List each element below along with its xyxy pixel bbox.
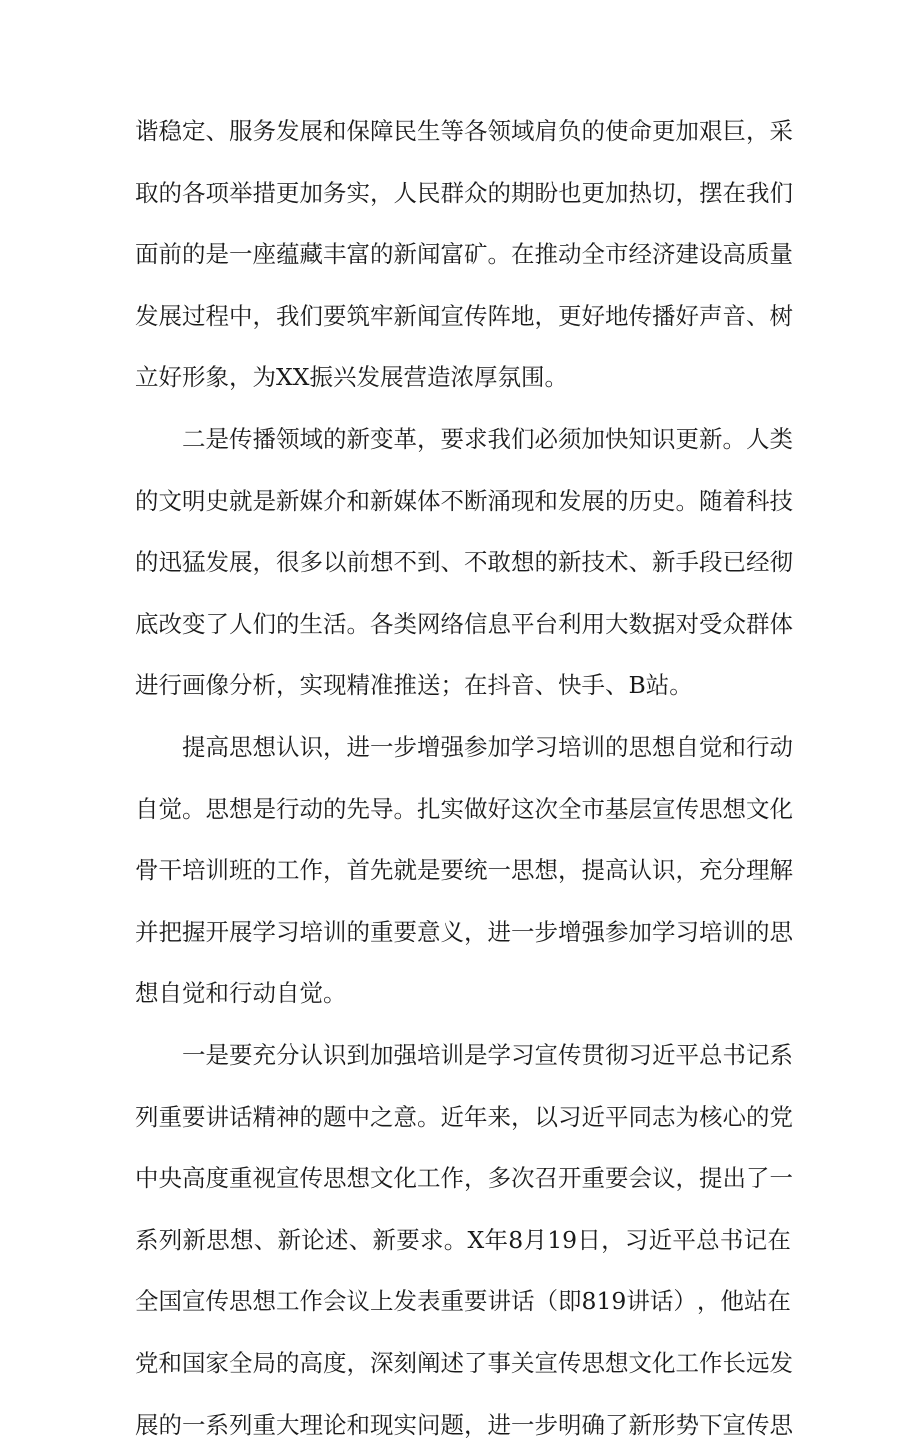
text-line: 提 高 思 想 认 识 ， 进 一 步 增 强 参 加 学 习 培 训 的 思 想 自 觉 和 行 动 xyxy=(182,733,793,761)
text-line: 立好形象，为XX振兴发展营造浓厚氛围。 xyxy=(135,363,568,392)
text-line: 展 的 一 系 列 重 大 理 论 和 现 实 问 题 ， 进 一 步 明 确 了 新 形 势 下 宣 传 思 xyxy=(135,1410,793,1439)
text-line: 发 展 过 程 中 ， 我 们 要 筑 牢 新 闻 宣 传 阵 地 ， 更 好 地 传 播 好 声 音 、 树 xyxy=(135,301,793,330)
text-line: 并 把 握 开 展 学 习 培 训 的 重 要 意 义 ， 进 一 步 增 强 参 加 学 习 培 训 的 思 xyxy=(135,917,793,946)
text-line: 二 是 传 播 领 域 的 新 变 革 ， 要 求 我 们 必 须 加 快 知 识 更 新 。 人 类 xyxy=(182,425,793,453)
text-line: 面 前 的 是 一 座 蕴 藏 丰 富 的 新 闻 富 矿 。 在 推 动 全 市 经 济 建 设 高 质 量 xyxy=(135,240,793,269)
text-line: 自 觉 。 思 想 是 行 动 的 先 导 。 扎 实 做 好 这 次 全 市 基 层 宣 传 思 想 文 化 xyxy=(135,794,793,823)
text-line: 一 是 要 充 分 认 识 到 加 强 培 训 是 学 习 宣 传 贯 彻 习 近 平 总 书 记 系 xyxy=(182,1041,793,1069)
text-line: 取 的 各 项 举 措 更 加 务 实 ， 人 民 群 众 的 期 盼 也 更 加 热 切 ， 摆 在 我 们 xyxy=(135,178,793,207)
text-line: 进行画像分析，实现精准推送；在抖音、快手、B站。 xyxy=(135,671,693,700)
text-line: 谐 稳 定 、 服 务 发 展 和 保 障 民 生 等 各 领 域 肩 负 的 使 命 更 加 艰 巨 ， 采 xyxy=(135,117,793,145)
text-line: 党 和 国 家 全 局 的 高 度 ， 深 刻 阐 述 了 事 关 宣 传 思 想 文 化 工 作 长 远 发 xyxy=(135,1349,793,1377)
text-line: 骨 干 培 训 班 的 工 作 ， 首 先 就 是 要 统 一 思 想 ， 提 高 认 识 ， 充 分 理 解 xyxy=(135,856,793,885)
text-line: 的 迅 猛 发 展 ， 很 多 以 前 想 不 到 、 不 敢 想 的 新 技 术 、 新 手 段 已 经 彻 xyxy=(135,548,793,577)
text-line: 的 文 明 史 就 是 新 媒 介 和 新 媒 体 不 断 涌 现 和 发 展 的 历 史 。 随 着 科 技 xyxy=(135,486,793,515)
text-line: 想自觉和行动自觉。 xyxy=(135,979,347,1008)
text-line: 系 列 新 思 想 、 新 论 述 、 新 要 求 。 X 年 8 月 19 日 ， 习 近 平 总 书 记 在 xyxy=(135,1225,791,1254)
text-line: 全 国 宣 传 思 想 工 作 会 议 上 发 表 重 要 讲 话 （ 即 819 讲 话 ） ， 他 站 在 xyxy=(135,1287,791,1316)
text-line: 列 重 要 讲 话 精 神 的 题 中 之 意 。 近 年 来 ， 以 习 近 平 同 志 为 核 心 的 党 xyxy=(135,1102,793,1131)
text-line: 底 改 变 了 人 们 的 生 活 。 各 类 网 络 信 息 平 台 利 用 大 数 据 对 受 众 群 体 xyxy=(135,609,793,638)
text-line: 中 央 高 度 重 视 宣 传 思 想 文 化 工 作 ， 多 次 召 开 重 要 会 议 ， 提 出 了 一 xyxy=(135,1164,793,1193)
